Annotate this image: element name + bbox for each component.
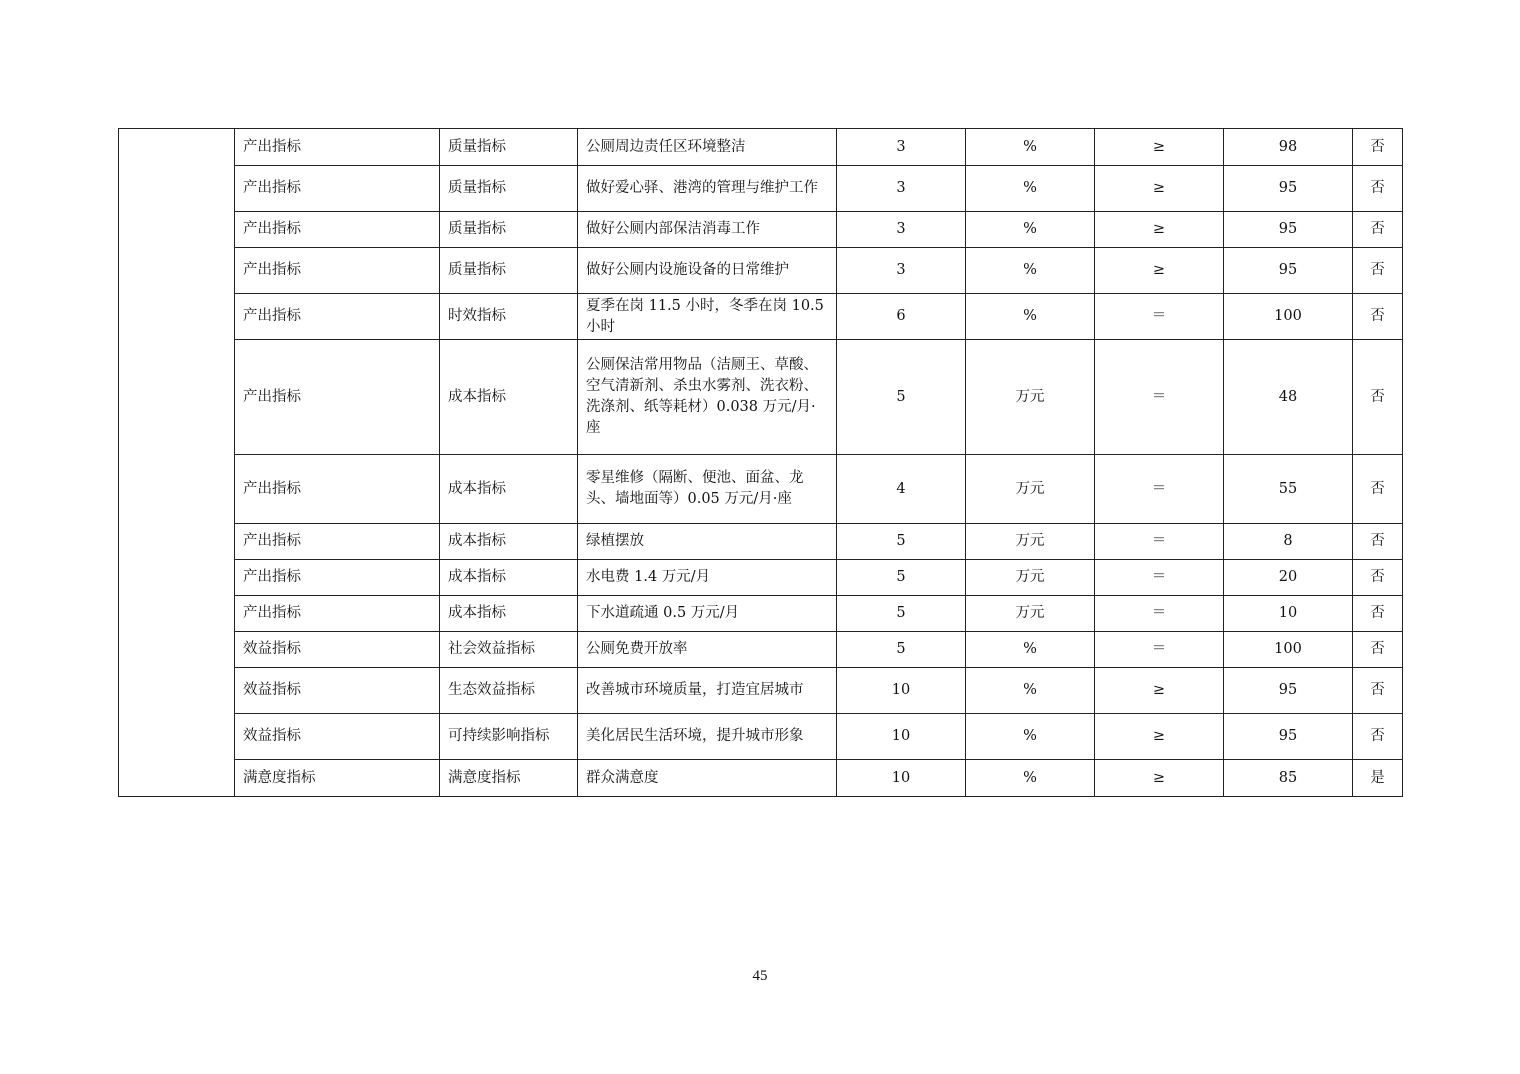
table-row bbox=[119, 560, 1403, 596]
level2-indicator-cell: 成本指标 bbox=[440, 524, 578, 560]
target-value-cell: 98 bbox=[1224, 129, 1353, 166]
level3-indicator-cell: 美化居民生活环境，提升城市形象 bbox=[578, 714, 837, 760]
page-number: 45 bbox=[752, 968, 768, 984]
target-value-cell: 100 bbox=[1224, 294, 1353, 340]
unit-cell: % bbox=[966, 668, 1095, 714]
operator-cell: ＝ bbox=[1095, 596, 1224, 632]
level1-indicator-cell: 效益指标 bbox=[235, 632, 440, 668]
level2-indicator-cell: 质量指标 bbox=[440, 166, 578, 212]
level3-indicator-cell: 夏季在岗 11.5 小时，冬季在岗 10.5 小时 bbox=[578, 294, 837, 340]
level1-indicator-cell: 产出指标 bbox=[235, 524, 440, 560]
weight-cell: 6 bbox=[837, 294, 966, 340]
core-indicator-cell: 否 bbox=[1353, 668, 1403, 714]
core-indicator-cell: 否 bbox=[1353, 632, 1403, 668]
level3-indicator-cell: 做好公厕内设施设备的日常维护 bbox=[578, 248, 837, 294]
unit-cell: % bbox=[966, 714, 1095, 760]
core-indicator-cell: 否 bbox=[1353, 340, 1403, 455]
core-indicator-cell: 否 bbox=[1353, 560, 1403, 596]
level3-indicator-cell: 公厕免费开放率 bbox=[578, 632, 837, 668]
core-indicator-cell: 否 bbox=[1353, 248, 1403, 294]
table-body bbox=[119, 129, 1403, 797]
unit-cell: 万元 bbox=[966, 455, 1095, 524]
table-row bbox=[119, 248, 1403, 294]
table-row bbox=[119, 632, 1403, 668]
target-value-cell: 48 bbox=[1224, 340, 1353, 455]
level2-indicator-cell: 可持续影响指标 bbox=[440, 714, 578, 760]
target-value-cell: 95 bbox=[1224, 668, 1353, 714]
level3-indicator-cell: 零星维修（隔断、便池、面盆、龙头、墙地面等）0.05 万元/月·座 bbox=[578, 455, 837, 524]
operator-cell: ≥ bbox=[1095, 129, 1224, 166]
operator-cell: ＝ bbox=[1095, 294, 1224, 340]
level1-indicator-cell: 产出指标 bbox=[235, 166, 440, 212]
level3-indicator-cell: 水电费 1.4 万元/月 bbox=[578, 560, 837, 596]
level2-indicator-cell: 生态效益指标 bbox=[440, 668, 578, 714]
operator-cell: ＝ bbox=[1095, 632, 1224, 668]
operator-cell: ＝ bbox=[1095, 455, 1224, 524]
table-row bbox=[119, 524, 1403, 560]
unit-cell: 万元 bbox=[966, 560, 1095, 596]
level1-indicator-cell: 产出指标 bbox=[235, 212, 440, 248]
weight-cell: 4 bbox=[837, 455, 966, 524]
target-value-cell: 100 bbox=[1224, 632, 1353, 668]
level2-indicator-cell: 时效指标 bbox=[440, 294, 578, 340]
table-row bbox=[119, 760, 1403, 797]
table-row bbox=[119, 340, 1403, 455]
weight-cell: 10 bbox=[837, 714, 966, 760]
target-value-cell: 10 bbox=[1224, 596, 1353, 632]
target-value-cell: 8 bbox=[1224, 524, 1353, 560]
table-row bbox=[119, 596, 1403, 632]
level3-indicator-cell: 公厕周边责任区环境整洁 bbox=[578, 129, 837, 166]
unit-cell: % bbox=[966, 632, 1095, 668]
weight-cell: 5 bbox=[837, 524, 966, 560]
level1-indicator-cell: 产出指标 bbox=[235, 248, 440, 294]
table-row bbox=[119, 129, 1403, 166]
unit-cell: % bbox=[966, 212, 1095, 248]
operator-cell: ≥ bbox=[1095, 248, 1224, 294]
weight-cell: 10 bbox=[837, 668, 966, 714]
operator-cell: ≥ bbox=[1095, 166, 1224, 212]
target-value-cell: 85 bbox=[1224, 760, 1353, 797]
operator-cell: ≥ bbox=[1095, 714, 1224, 760]
level3-indicator-cell: 绿植摆放 bbox=[578, 524, 837, 560]
operator-cell: ≥ bbox=[1095, 760, 1224, 797]
operator-cell: ＝ bbox=[1095, 340, 1224, 455]
operator-cell: ≥ bbox=[1095, 668, 1224, 714]
table-row bbox=[119, 668, 1403, 714]
target-value-cell: 20 bbox=[1224, 560, 1353, 596]
level2-indicator-cell: 成本指标 bbox=[440, 560, 578, 596]
level3-indicator-cell: 下水道疏通 0.5 万元/月 bbox=[578, 596, 837, 632]
level3-indicator-cell: 做好爱心驿、港湾的管理与维护工作 bbox=[578, 166, 837, 212]
level1-indicator-cell: 效益指标 bbox=[235, 714, 440, 760]
level1-indicator-cell: 产出指标 bbox=[235, 455, 440, 524]
weight-cell: 10 bbox=[837, 760, 966, 797]
operator-cell: ≥ bbox=[1095, 212, 1224, 248]
core-indicator-cell: 否 bbox=[1353, 714, 1403, 760]
level1-indicator-cell: 产出指标 bbox=[235, 596, 440, 632]
weight-cell: 3 bbox=[837, 166, 966, 212]
weight-cell: 5 bbox=[837, 560, 966, 596]
unit-cell: 万元 bbox=[966, 524, 1095, 560]
level3-indicator-cell: 公厕保洁常用物品（洁厕王、草酸、空气清新剂、杀虫水雾剂、洗衣粉、洗涤剂、纸等耗材）0.038 万元/月·座 bbox=[578, 340, 837, 455]
blank-project-cell bbox=[119, 129, 235, 797]
level1-indicator-cell: 效益指标 bbox=[235, 668, 440, 714]
level2-indicator-cell: 满意度指标 bbox=[440, 760, 578, 797]
level3-indicator-cell: 做好公厕内部保洁消毒工作 bbox=[578, 212, 837, 248]
target-value-cell: 95 bbox=[1224, 248, 1353, 294]
weight-cell: 5 bbox=[837, 596, 966, 632]
unit-cell: 万元 bbox=[966, 596, 1095, 632]
unit-cell: % bbox=[966, 760, 1095, 797]
weight-cell: 3 bbox=[837, 129, 966, 166]
level1-indicator-cell: 产出指标 bbox=[235, 294, 440, 340]
core-indicator-cell: 否 bbox=[1353, 166, 1403, 212]
level2-indicator-cell: 成本指标 bbox=[440, 455, 578, 524]
weight-cell: 3 bbox=[837, 212, 966, 248]
level2-indicator-cell: 社会效益指标 bbox=[440, 632, 578, 668]
level2-indicator-cell: 质量指标 bbox=[440, 129, 578, 166]
core-indicator-cell: 否 bbox=[1353, 455, 1403, 524]
unit-cell: % bbox=[966, 166, 1095, 212]
level2-indicator-cell: 质量指标 bbox=[440, 212, 578, 248]
target-value-cell: 95 bbox=[1224, 166, 1353, 212]
indicator-table bbox=[118, 128, 1403, 797]
level1-indicator-cell: 产出指标 bbox=[235, 340, 440, 455]
weight-cell: 5 bbox=[837, 632, 966, 668]
table-row bbox=[119, 294, 1403, 340]
level3-indicator-cell: 改善城市环境质量，打造宜居城市 bbox=[578, 668, 837, 714]
table-row bbox=[119, 455, 1403, 524]
weight-cell: 5 bbox=[837, 340, 966, 455]
level1-indicator-cell: 产出指标 bbox=[235, 560, 440, 596]
core-indicator-cell: 否 bbox=[1353, 524, 1403, 560]
weight-cell: 3 bbox=[837, 248, 966, 294]
core-indicator-cell: 否 bbox=[1353, 129, 1403, 166]
unit-cell: % bbox=[966, 248, 1095, 294]
level2-indicator-cell: 质量指标 bbox=[440, 248, 578, 294]
target-value-cell: 55 bbox=[1224, 455, 1353, 524]
unit-cell: % bbox=[966, 129, 1095, 166]
unit-cell: % bbox=[966, 294, 1095, 340]
target-value-cell: 95 bbox=[1224, 714, 1353, 760]
table-row bbox=[119, 166, 1403, 212]
operator-cell: ＝ bbox=[1095, 560, 1224, 596]
level2-indicator-cell: 成本指标 bbox=[440, 340, 578, 455]
level1-indicator-cell: 产出指标 bbox=[235, 129, 440, 166]
core-indicator-cell: 否 bbox=[1353, 596, 1403, 632]
unit-cell: 万元 bbox=[966, 340, 1095, 455]
operator-cell: ＝ bbox=[1095, 524, 1224, 560]
core-indicator-cell: 是 bbox=[1353, 760, 1403, 797]
level3-indicator-cell: 群众满意度 bbox=[578, 760, 837, 797]
level2-indicator-cell: 成本指标 bbox=[440, 596, 578, 632]
table-row bbox=[119, 212, 1403, 248]
core-indicator-cell: 否 bbox=[1353, 212, 1403, 248]
level1-indicator-cell: 满意度指标 bbox=[235, 760, 440, 797]
table-row bbox=[119, 714, 1403, 760]
core-indicator-cell: 否 bbox=[1353, 294, 1403, 340]
target-value-cell: 95 bbox=[1224, 212, 1353, 248]
